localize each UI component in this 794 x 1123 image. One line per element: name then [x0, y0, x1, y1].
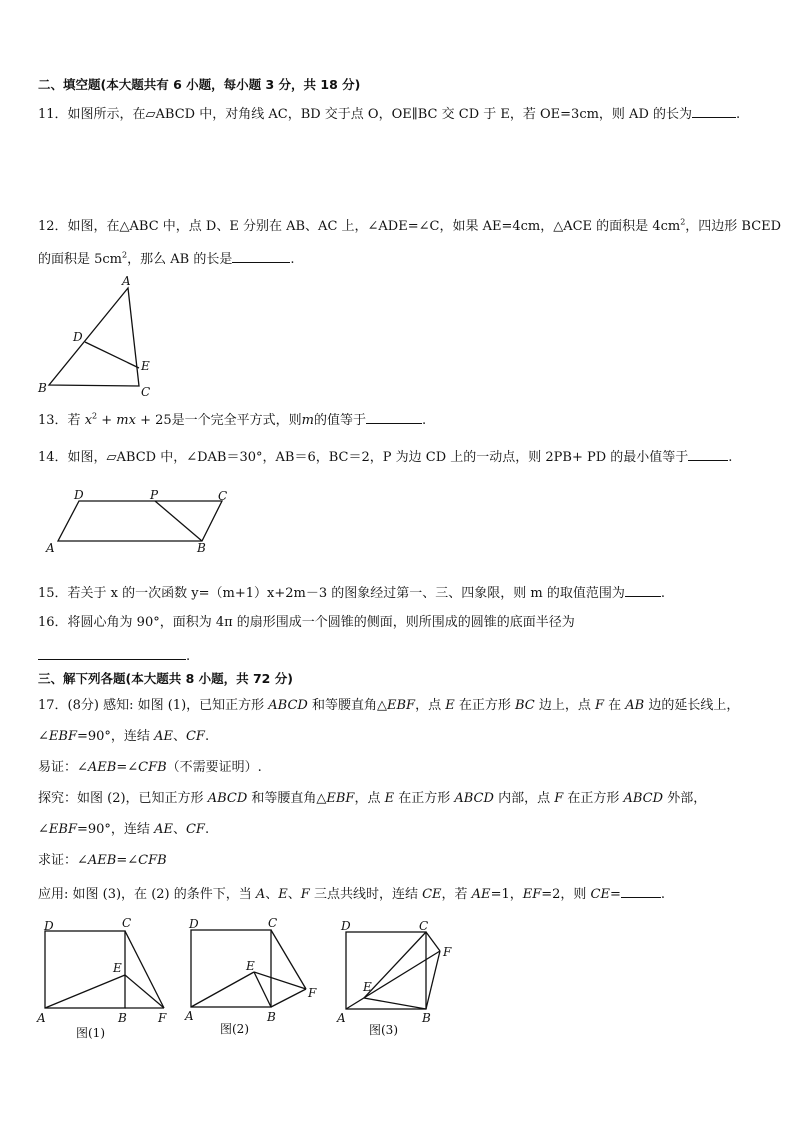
label-p: P [150, 488, 159, 502]
label-d: D [73, 330, 83, 344]
segment-ef-fig2 [254, 972, 306, 989]
label-d-fig1: D [44, 919, 54, 933]
question-15: 15．若关于 x 的一次函数 y=（m+1）x+2m－3 的图象经过第一、三、四象限，则 m 的取值范围为 . [38, 586, 665, 601]
label-c-fig3: C [419, 919, 429, 933]
label-f-fig1: F [158, 1011, 167, 1025]
label-e-fig1: E [113, 961, 122, 975]
question-11-text: 11．如图所示，在▱ABCD 中，对角线 AC，BD 交于点 O，OE∥BC 交 CD 于 E，若 OE=3cm，则 AD 的长为 [38, 107, 692, 122]
section-heading-fill-in: 二、填空题(本大题共有 6 小题，每小题 3 分，共 18 分) [38, 77, 361, 92]
label-a-fig2: A [185, 1009, 194, 1023]
caption-fig1: 图(1) [76, 1026, 105, 1040]
square-abcd-fig2 [191, 930, 271, 1007]
label-b: B [197, 541, 206, 555]
square-abcd-fig3 [346, 932, 426, 1009]
question-14: 14．如图，▱ABCD 中，∠DAB＝30°，AB＝6，BC＝2，P 为边 CD 上的一动点，则 2PB+ PD 的最小值等于 . [38, 450, 733, 465]
label-d-fig2: D [189, 917, 199, 931]
question-12-line-2: 的面积是 $5cm^2$，那么 AB 的长是 . [38, 250, 295, 267]
label-a: A [46, 541, 55, 555]
question-17-line-1: 17．(8分) 感知: 如图 (1)，已知正方形 ABCD 和等腰直角△EBF，点 E 在正方形 BC 边上，点 F 在 AB 边的延长线上， [38, 698, 740, 713]
label-b-fig1: B [118, 1011, 127, 1025]
label-e-fig2: E [246, 959, 255, 973]
section-heading-solve: 三、解下列各题(本大题共 8 小题，共 72 分) [38, 671, 293, 686]
question-17-line-5: ∠EBF=90°，连结 AE、CF. [38, 822, 210, 837]
label-f-fig3: F [443, 945, 452, 959]
label-d-fig3: D [341, 919, 351, 933]
label-c: C [218, 489, 228, 503]
label-b-fig2: B [267, 1010, 276, 1024]
label-c: C [141, 385, 151, 399]
caption-fig2: 图(2) [220, 1022, 249, 1036]
segment-eb-fig3 [364, 998, 426, 1009]
label-e-fig3: E [363, 980, 372, 994]
segment-cf-fig1 [125, 931, 164, 1008]
question-17-line-7: 应用: 如图 (3)，在 (2) 的条件下，当 A、E、F 三点共线时，连结 CE，若 AE=1，EF=2，则 CE= . [38, 887, 666, 902]
label-c-fig2: C [268, 916, 278, 930]
segment-ae-fig2 [191, 972, 254, 1007]
label-b: B [38, 381, 47, 395]
segment-bf-fig2 [271, 989, 306, 1007]
label-a: A [122, 274, 131, 288]
label-a-fig3: A [337, 1011, 346, 1025]
figure-2 [184, 916, 317, 1036]
label-b-fig3: B [422, 1011, 431, 1025]
caption-fig3: 图(3) [369, 1023, 398, 1037]
question-17-line-3: 易证：∠AEB=∠CFB（不需要证明）. [38, 760, 262, 775]
question-17-line-2: ∠EBF=90°，连结 AE、CF. [38, 729, 210, 744]
label-e: E [141, 359, 150, 373]
segment-bf-fig3 [426, 951, 440, 1009]
segment-cf-fig2 [271, 930, 306, 989]
segment-ae-fig1 [45, 975, 125, 1008]
segment-cf-fig3 [426, 932, 440, 951]
segment-ef-fig1 [125, 975, 164, 1008]
figure-3 [336, 919, 452, 1037]
question-16-answer-line: . [38, 647, 190, 665]
figure-1 [36, 916, 167, 1040]
label-a-fig1: A [37, 1011, 46, 1025]
question-12-line-1: 12．如图，在△ABC 中，点 D、E 分别在 AB、AC 上，∠ADE=∠C，如果 AE=4cm，△ACE 的面积是 $4cm^2$，四边形 BCED [38, 217, 782, 234]
question-17-line-6: 求证：∠AEB=∠CFB [38, 853, 167, 868]
label-f-fig2: F [308, 986, 317, 1000]
question-11: 11．如图所示，在▱ABCD 中，对角线 AC，BD 交于点 O，OE∥BC 交 CD 于 E，若 OE=3cm，则 AD 的长为 . [38, 107, 741, 122]
question-16: 16．将圆心角为 90°，面积为 4π 的扇形围成一个圆锥的侧面，则所围成的圆锥的底面半径为 [38, 615, 575, 630]
question-13: 13．若 $x^2$ + mx + 25是一个完全平方式，则m的值等于 . [38, 411, 427, 428]
question-17-line-4: 探究：如图 (2)，已知正方形 ABCD 和等腰直角△EBF，点 E 在正方形 ABCD 内部，点 F 在正方形 ABCD 外部， [38, 791, 707, 806]
label-c-fig1: C [122, 916, 132, 930]
label-d: D [74, 488, 84, 502]
